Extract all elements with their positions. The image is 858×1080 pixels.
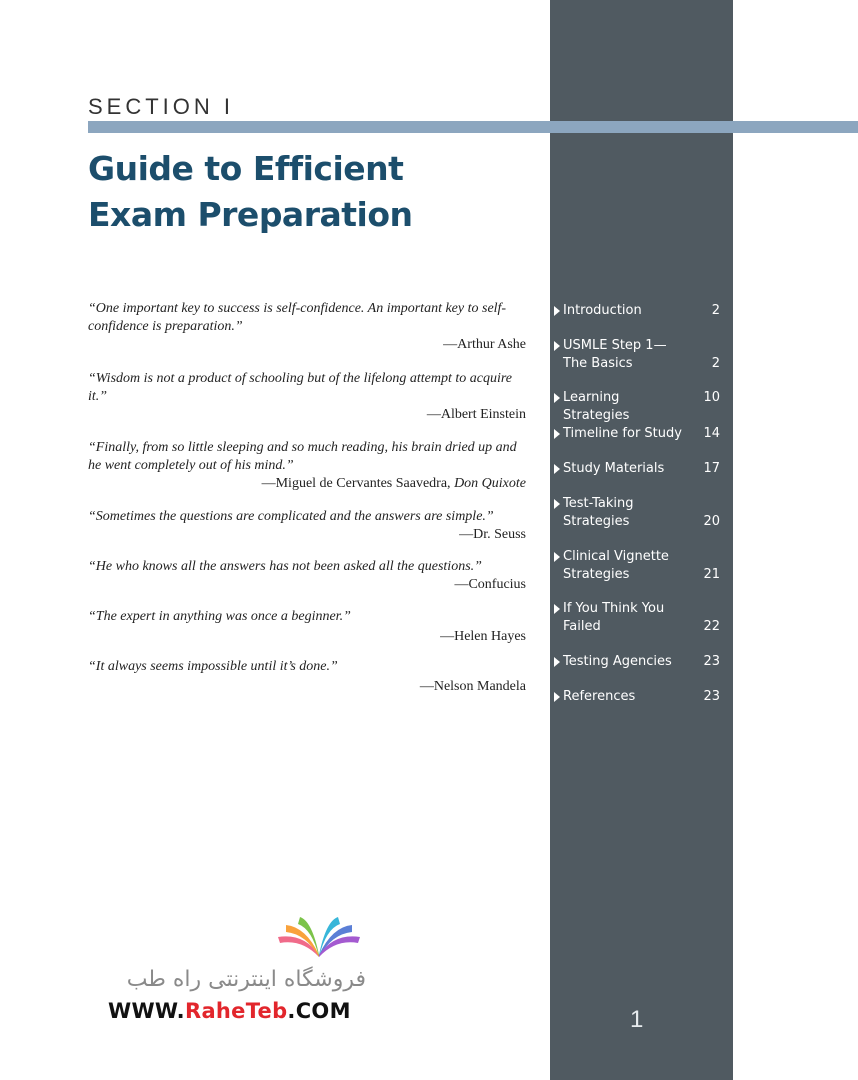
toc-item-timeline[interactable] bbox=[554, 425, 720, 443]
toc-item-if-you-failed[interactable] bbox=[554, 600, 720, 636]
quote-text: “Sometimes the questions are complicated and the answers are simple.” bbox=[88, 509, 494, 524]
quote-item bbox=[88, 439, 526, 493]
quote-author bbox=[88, 576, 526, 594]
toc-item-label: USMLE Step 1—The Basics bbox=[563, 338, 667, 371]
toc-item-testing-agencies[interactable] bbox=[554, 653, 720, 671]
quote-author bbox=[88, 628, 526, 646]
toc-item-page: 14 bbox=[703, 426, 720, 441]
triangle-right-icon bbox=[554, 393, 560, 403]
triangle-right-icon bbox=[554, 306, 560, 316]
toc-item-usmle-basics[interactable] bbox=[554, 337, 720, 373]
toc-item-page: 20 bbox=[703, 514, 720, 529]
watermark-url bbox=[108, 999, 351, 1023]
toc-item-label: Testing Agencies bbox=[563, 654, 672, 669]
quote-text: “He who knows all the answers has not been asked all the questions.” bbox=[88, 559, 482, 574]
toc-item-page: 17 bbox=[703, 461, 720, 476]
quote-author bbox=[88, 336, 526, 354]
watermark-url-brand: RaheTeb bbox=[184, 999, 288, 1023]
toc-item-page: 22 bbox=[703, 619, 720, 634]
triangle-right-icon bbox=[554, 552, 560, 562]
toc-item-page: 10 bbox=[703, 390, 720, 405]
sidebar-panel bbox=[550, 0, 733, 1080]
toc-item-page: 23 bbox=[703, 654, 720, 669]
quote-author-name: —Albert Einstein bbox=[426, 407, 526, 422]
page-title-line-1: Guide to Efficient bbox=[88, 149, 404, 188]
quote-work-title: Don Quixote bbox=[454, 476, 526, 491]
toc-item-label: Timeline for Study bbox=[563, 426, 682, 441]
quote-item bbox=[88, 370, 526, 424]
toc-item-page: 23 bbox=[703, 689, 720, 704]
quote-author-name: —Confucius bbox=[454, 577, 526, 592]
triangle-right-icon bbox=[554, 429, 560, 439]
triangle-right-icon bbox=[554, 692, 560, 702]
quote-item bbox=[88, 658, 526, 696]
quote-author bbox=[88, 406, 526, 424]
watermark-url-suffix: .COM bbox=[287, 999, 351, 1023]
page-title-line-2: Exam Preparation bbox=[88, 195, 413, 234]
quote-text: “The expert in anything was once a beginner.” bbox=[88, 609, 351, 624]
toc-item-label: Study Materials bbox=[563, 461, 665, 476]
open-book-logo-icon bbox=[274, 915, 364, 961]
triangle-right-icon bbox=[554, 499, 560, 509]
toc-item-learning-strategies[interactable] bbox=[554, 389, 720, 423]
toc-item-introduction[interactable] bbox=[554, 302, 720, 320]
quote-author-name: —Miguel de Cervantes Saavedra, bbox=[261, 476, 455, 491]
watermark-url-prefix: WWW. bbox=[108, 999, 185, 1023]
quote-author-name: —Arthur Ashe bbox=[443, 337, 526, 352]
toc-item-label: If You Think You Failed bbox=[563, 601, 665, 634]
quote-item bbox=[88, 508, 526, 544]
triangle-right-icon bbox=[554, 464, 560, 474]
toc-item-label: Introduction bbox=[563, 303, 642, 318]
quote-author-name: —Dr. Seuss bbox=[459, 527, 526, 542]
quote-item bbox=[88, 558, 526, 594]
quote-text: “One important key to success is self-confidence. An important key to self-confidence is preparation.” bbox=[88, 301, 507, 334]
toc-item-label: Learning Strategies bbox=[563, 390, 630, 423]
triangle-right-icon bbox=[554, 341, 560, 351]
quote-text: “Wisdom is not a product of schooling but of the lifelong attempt to acquire it.” bbox=[88, 371, 512, 404]
watermark bbox=[104, 915, 374, 1035]
toc-item-label: References bbox=[563, 689, 636, 704]
quote-author bbox=[88, 526, 526, 544]
quote-text: “It always seems impossible until it’s done.” bbox=[88, 659, 338, 674]
quote-item bbox=[88, 300, 526, 354]
section-rule bbox=[88, 121, 858, 133]
toc-item-page: 21 bbox=[703, 567, 720, 582]
toc-item-label: Clinical Vignette Strategies bbox=[563, 549, 669, 582]
quote-item bbox=[88, 608, 526, 646]
quote-author bbox=[88, 678, 526, 696]
quote-author-name: —Nelson Mandela bbox=[419, 679, 526, 694]
toc-item-clinical-vignette[interactable] bbox=[554, 548, 720, 584]
toc-item-references[interactable] bbox=[554, 688, 720, 706]
toc-item-page: 2 bbox=[711, 356, 720, 371]
section-label: SECTION I bbox=[88, 94, 235, 119]
triangle-right-icon bbox=[554, 657, 560, 667]
triangle-right-icon bbox=[554, 604, 560, 614]
toc-item-test-taking[interactable] bbox=[554, 495, 720, 531]
toc-item-study-materials[interactable] bbox=[554, 460, 720, 478]
toc-item-label: Test-Taking Strategies bbox=[563, 496, 634, 529]
toc-item-page: 2 bbox=[711, 303, 720, 318]
quote-author bbox=[88, 475, 526, 493]
page-title bbox=[88, 146, 538, 238]
quote-text: “Finally, from so little sleeping and so much reading, his brain dried up and he went completely out of his mind.” bbox=[88, 440, 517, 473]
quote-author-name: —Helen Hayes bbox=[440, 629, 526, 644]
watermark-persian-text: فروشگاه اینترنتی راه طب bbox=[126, 967, 366, 992]
page-number: 1 bbox=[630, 1006, 644, 1033]
